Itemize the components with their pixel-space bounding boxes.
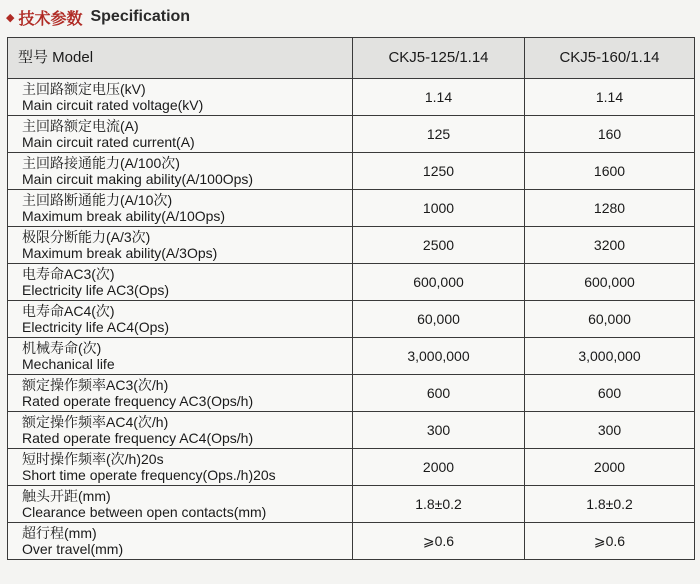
param-label-cn: 电寿命AC4(次) [22, 303, 115, 319]
param-cell [8, 523, 353, 560]
param-label-en: Clearance between open contacts(mm) [22, 504, 267, 520]
value-cell: 3,000,000 [353, 338, 525, 375]
table-row [8, 301, 695, 338]
table-row [8, 338, 695, 375]
table-row [8, 449, 695, 486]
param-label-cn: 额定操作频率AC4(次/h) [22, 414, 169, 430]
param-cell [8, 264, 353, 301]
param-label-cn: 触头开距(mm) [22, 488, 111, 504]
value-cell: 3,000,000 [525, 338, 695, 375]
param-cell [8, 486, 353, 523]
table-row [8, 375, 695, 412]
table-row [8, 264, 695, 301]
value-cell: 2000 [525, 449, 695, 486]
param-cell [8, 449, 353, 486]
param-cell [8, 153, 353, 190]
param-label-en: Maximum break ability(A/3Ops) [22, 245, 218, 261]
value-cell: 3200 [525, 227, 695, 264]
value-cell: 1000 [353, 190, 525, 227]
param-label-en: Main circuit rated current(A) [22, 134, 195, 150]
param-label-en: Short time operate frequency(Ops./h)20s [22, 467, 276, 483]
param-label-en: Maximum break ability(A/10Ops) [22, 208, 226, 224]
table-row [8, 190, 695, 227]
value-cell: 1.14 [525, 79, 695, 116]
param-label-en: Rated operate frequency AC3(Ops/h) [22, 393, 254, 409]
value-cell: 1.14 [353, 79, 525, 116]
param-cell [8, 79, 353, 116]
value-cell: 600,000 [353, 264, 525, 301]
value-cell: 300 [353, 412, 525, 449]
value-cell: 2500 [353, 227, 525, 264]
param-cell [8, 338, 353, 375]
value-cell: 300 [525, 412, 695, 449]
heading-en: Specification [90, 8, 191, 25]
value-cell: 1250 [353, 153, 525, 190]
value-cell: 60,000 [353, 301, 525, 338]
table-row [8, 79, 695, 116]
value-cell: 600 [353, 375, 525, 412]
param-column-header: 型号 Model [8, 38, 353, 79]
value-cell: 600 [525, 375, 695, 412]
param-label-cn: 超行程(mm) [22, 525, 97, 541]
param-cell [8, 412, 353, 449]
spec-table [7, 37, 695, 560]
section-heading [6, 4, 190, 30]
param-label-cn: 极限分断能力(A/3次) [22, 229, 151, 245]
value-cell: 1.8±0.2 [525, 486, 695, 523]
param-label-cn: 主回路额定电压(kV) [22, 81, 146, 97]
param-cell [8, 190, 353, 227]
param-label-en: Mechanical life [22, 356, 115, 372]
value-cell: ⩾0.6 [525, 523, 695, 560]
param-cell [8, 116, 353, 153]
diamond-bullet-icon: ◆ [6, 11, 15, 24]
spec-table-body [8, 79, 695, 560]
param-label-en: Main circuit rated voltage(kV) [22, 97, 204, 113]
table-row [8, 523, 695, 560]
param-label-cn: 机械寿命(次) [22, 340, 102, 356]
model-column-header: CKJ5-160/1.14 [525, 38, 695, 79]
param-label-cn: 短时操作频率(次/h)20s [22, 451, 164, 467]
value-cell: 1280 [525, 190, 695, 227]
table-row [8, 412, 695, 449]
heading-cn: 技术参数 [18, 10, 83, 28]
param-cell [8, 227, 353, 264]
param-label-en: Over travel(mm) [22, 541, 124, 557]
param-label-cn: 主回路接通能力(A/100次) [22, 155, 180, 171]
value-cell: 60,000 [525, 301, 695, 338]
value-cell: 1600 [525, 153, 695, 190]
value-cell: ⩾0.6 [353, 523, 525, 560]
table-row [8, 227, 695, 264]
table-row [8, 486, 695, 523]
param-label-en: Electricity life AC3(Ops) [22, 282, 170, 298]
table-row [8, 153, 695, 190]
value-cell: 2000 [353, 449, 525, 486]
param-label-en: Rated operate frequency AC4(Ops/h) [22, 430, 254, 446]
param-cell [8, 375, 353, 412]
param-label-cn: 额定操作频率AC3(次/h) [22, 377, 169, 393]
header-row [8, 38, 695, 79]
param-label-en: Electricity life AC4(Ops) [22, 319, 170, 335]
param-cell [8, 301, 353, 338]
param-label-en: Main circuit making ability(A/100Ops) [22, 171, 254, 187]
value-cell: 160 [525, 116, 695, 153]
param-label-cn: 主回路额定电流(A) [22, 118, 139, 134]
value-cell: 1.8±0.2 [353, 486, 525, 523]
table-row [8, 116, 695, 153]
model-column-header: CKJ5-125/1.14 [353, 38, 525, 79]
param-label-cn: 电寿命AC3(次) [22, 266, 115, 282]
param-label-cn: 主回路断通能力(A/10次) [22, 192, 173, 208]
value-cell: 125 [353, 116, 525, 153]
value-cell: 600,000 [525, 264, 695, 301]
